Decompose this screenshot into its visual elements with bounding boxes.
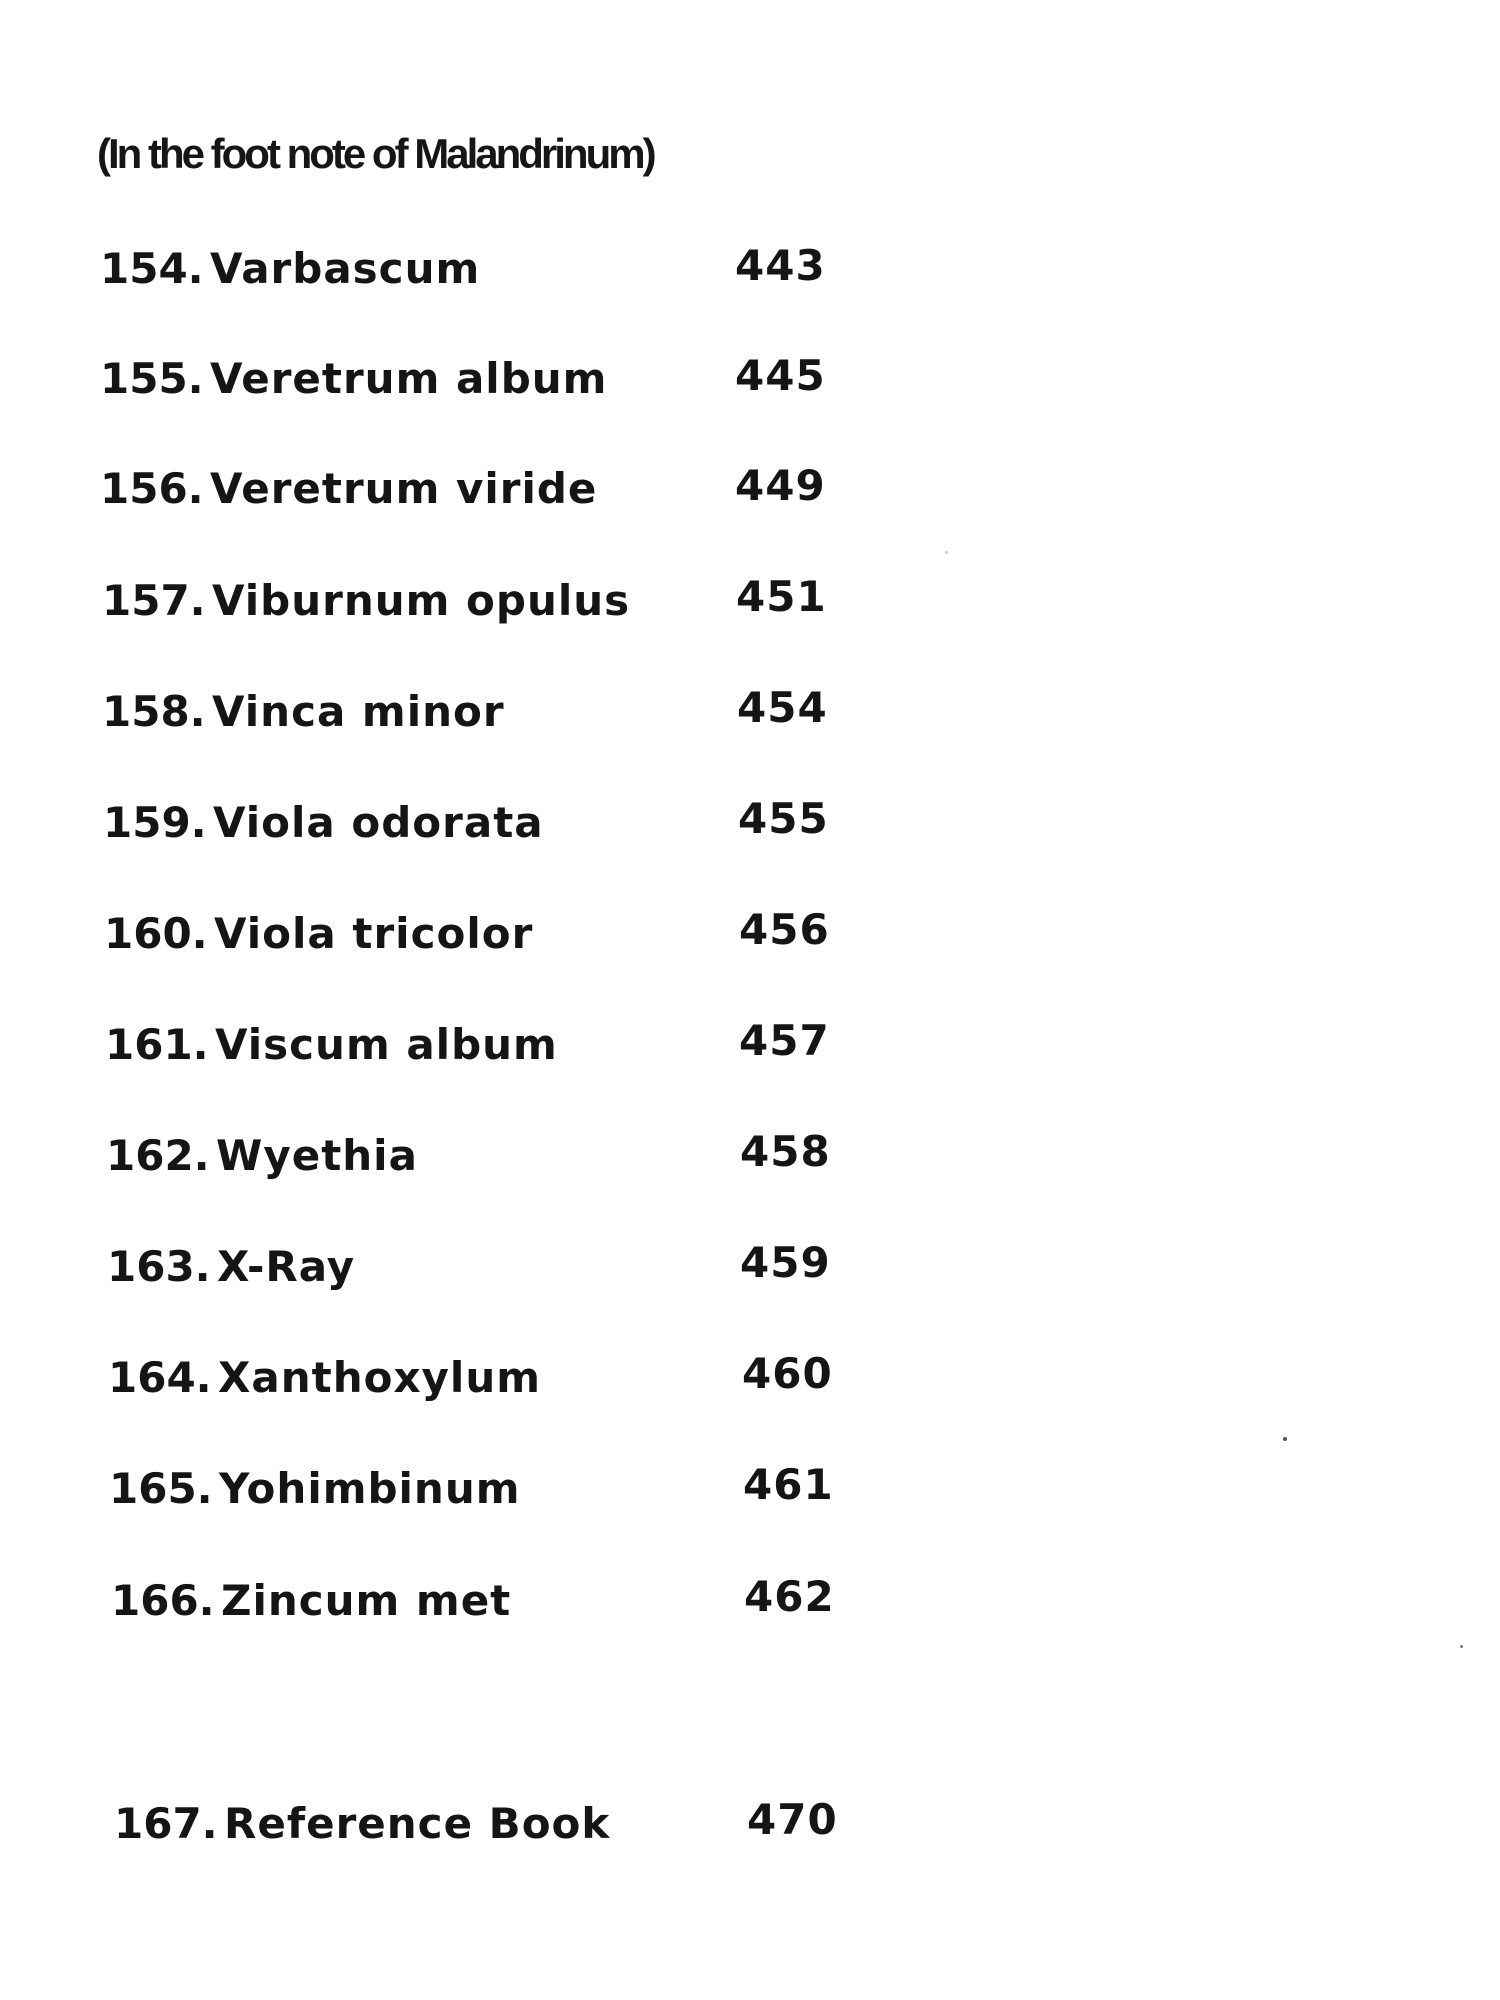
toc-entry	[109, 1464, 521, 1513]
entry-name: Veretrum viride	[210, 464, 598, 513]
entry-page: 449	[735, 461, 826, 510]
entry-number: 164.	[108, 1353, 212, 1402]
toc-entry	[114, 1799, 611, 1848]
toc-entry	[104, 909, 534, 958]
entry-name: Viburnum opulus	[212, 576, 631, 625]
entry-number: 157.	[102, 576, 206, 625]
entry-number: 156.	[100, 464, 204, 513]
entry-number: 161.	[105, 1020, 209, 1069]
entry-name: Vinca minor	[212, 687, 505, 736]
entry-page: 470	[747, 1795, 838, 1844]
entry-page: 455	[738, 794, 829, 843]
entry-name: X-Ray	[217, 1242, 356, 1291]
toc-entry	[111, 1576, 512, 1625]
entry-number: 165.	[109, 1464, 213, 1513]
toc-entry	[100, 354, 608, 403]
entry-number: 159.	[103, 798, 207, 847]
entry-page: 462	[744, 1572, 835, 1621]
entry-name: Varbascum	[210, 244, 481, 293]
entry-number: 166.	[111, 1576, 215, 1625]
entry-name: Veretrum album	[210, 354, 608, 403]
scan-speck	[1460, 1645, 1463, 1648]
entry-page: 454	[737, 683, 828, 732]
entry-name: Viola odorata	[213, 798, 544, 847]
toc-entry	[108, 1353, 541, 1402]
entry-name: Yohimbinum	[219, 1464, 521, 1513]
entry-name: Zincum met	[221, 1576, 512, 1625]
toc-entry	[100, 464, 598, 513]
entry-name: Reference Book	[224, 1799, 611, 1848]
toc-entry	[107, 1242, 356, 1291]
entry-number: 155.	[100, 354, 204, 403]
entry-page: 451	[736, 572, 827, 621]
entry-name: Viscum album	[215, 1020, 558, 1069]
entry-number: 167.	[114, 1799, 218, 1848]
toc-entry	[102, 576, 631, 625]
toc-entry	[100, 244, 481, 293]
toc-entry	[106, 1131, 418, 1180]
toc-entry	[105, 1020, 558, 1069]
entry-page: 459	[740, 1238, 831, 1287]
entry-page: 456	[739, 905, 830, 954]
entry-page: 460	[742, 1349, 833, 1398]
entry-number: 162.	[106, 1131, 210, 1180]
scan-speck	[1283, 1437, 1287, 1441]
entry-name: Viola tricolor	[214, 909, 534, 958]
entry-page: 458	[740, 1127, 831, 1176]
entry-number: 158.	[102, 687, 206, 736]
entry-name: Wyethia	[216, 1131, 418, 1180]
entry-page: 445	[735, 351, 826, 400]
entry-page: 443	[735, 241, 826, 290]
entry-number: 160.	[104, 909, 208, 958]
entry-page: 461	[743, 1460, 834, 1509]
footnote-heading: (In the foot note of Malandrinum)	[97, 130, 654, 177]
entry-name: Xanthoxylum	[218, 1353, 541, 1402]
entry-page: 457	[739, 1016, 830, 1065]
toc-entry	[102, 687, 505, 736]
scan-speck	[945, 551, 948, 554]
entry-number: 154.	[100, 244, 204, 293]
entry-number: 163.	[107, 1242, 211, 1291]
toc-entry	[103, 798, 544, 847]
